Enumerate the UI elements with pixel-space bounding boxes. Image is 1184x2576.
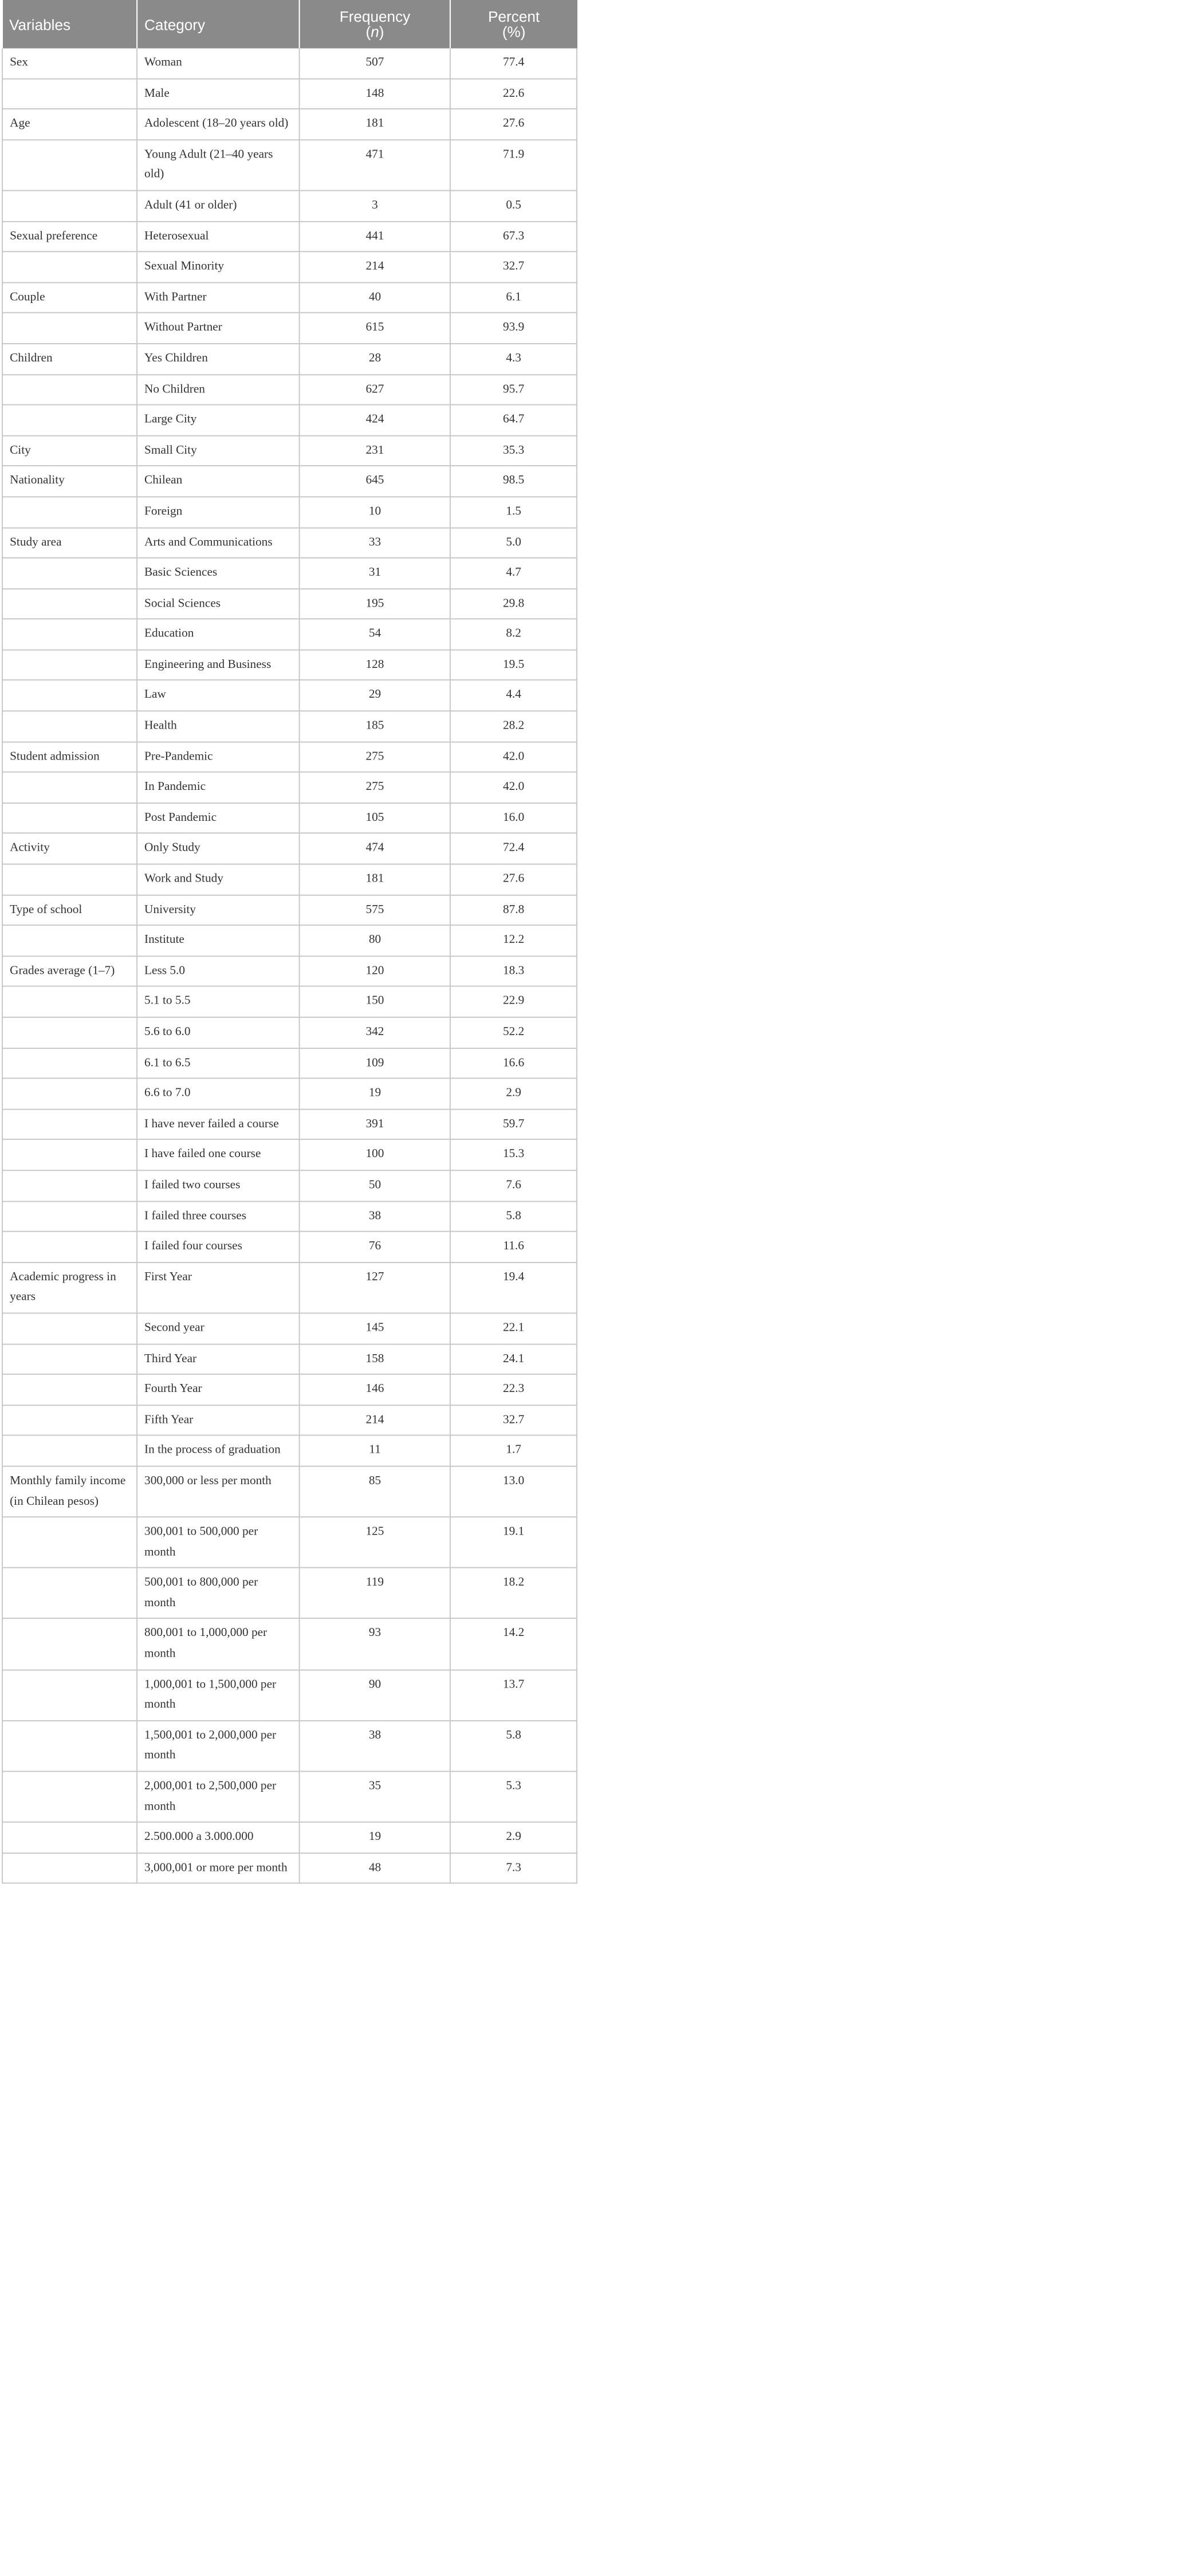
cell-category: 3,000,001 or more per month [137,1853,300,1883]
cell-variable [2,313,137,343]
cell-frequency: 11 [300,1436,451,1466]
cell-percent: 42.0 [450,742,577,772]
cell-percent: 77.4 [450,48,577,78]
cell-variable [2,864,137,895]
cell-percent: 6.1 [450,282,577,313]
cell-category: In the process of graduation [137,1436,300,1466]
cell-frequency: 214 [300,251,451,282]
table-row [2,1140,577,1170]
table-row [2,1853,577,1883]
cell-percent: 19.4 [450,1262,577,1313]
cell-category: Basic Sciences [137,558,300,588]
cell-frequency: 146 [300,1374,451,1405]
cell-frequency: 50 [300,1170,451,1201]
cell-category: 5.1 to 5.5 [137,986,300,1017]
cell-percent: 27.6 [450,109,577,139]
cell-frequency: 627 [300,374,451,404]
cell-frequency: 645 [300,466,451,497]
cell-percent: 1.5 [450,497,577,527]
cell-variable: City [2,435,137,466]
cell-variable [2,681,137,711]
table-row [2,1405,577,1436]
header-percent-unit: (%) [502,23,526,41]
cell-variable [2,251,137,282]
table-row [2,1517,577,1568]
cell-variable [2,1568,137,1619]
cell-category: 1,500,001 to 2,000,000 per month [137,1721,300,1772]
cell-variable [2,140,137,191]
table-row [2,1568,577,1619]
cell-category: 800,001 to 1,000,000 per month [137,1619,300,1670]
cell-frequency: 10 [300,497,451,527]
cell-percent: 72.4 [450,833,577,864]
cell-frequency: 185 [300,711,451,741]
cell-category: 2,000,001 to 2,500,000 per month [137,1771,300,1822]
cell-frequency: 38 [300,1201,451,1232]
table-row [2,466,577,497]
cell-variable [2,1109,137,1139]
cell-percent: 52.2 [450,1017,577,1048]
cell-category: 500,001 to 800,000 per month [137,1568,300,1619]
table-row [2,772,577,803]
cell-percent: 7.6 [450,1170,577,1201]
cell-frequency: 391 [300,1109,451,1139]
cell-frequency: 507 [300,48,451,78]
cell-variable: Student admission [2,742,137,772]
cell-variable: Sex [2,48,137,78]
cell-percent: 2.9 [450,1822,577,1853]
cell-percent: 29.8 [450,588,577,619]
table-row [2,833,577,864]
cell-category: Education [137,619,300,650]
cell-percent: 5.8 [450,1201,577,1232]
cell-frequency: 125 [300,1517,451,1568]
header-frequency-unit-symbol: n [371,23,379,41]
cell-frequency: 109 [300,1048,451,1078]
cell-category: With Partner [137,282,300,313]
cell-percent: 64.7 [450,405,577,435]
cell-percent: 4.3 [450,344,577,374]
cell-category: Yes Children [137,344,300,374]
cell-frequency: 40 [300,282,451,313]
cell-percent: 22.1 [450,1313,577,1343]
table-row [2,711,577,741]
cell-category: First Year [137,1262,300,1313]
cell-percent: 98.5 [450,466,577,497]
cell-frequency: 275 [300,772,451,803]
table-row [2,986,577,1017]
cell-frequency: 158 [300,1344,451,1374]
cell-frequency: 148 [300,78,451,109]
cell-variable [2,619,137,650]
cell-variable [2,1048,137,1078]
table-row [2,109,577,139]
cell-percent: 19.1 [450,1517,577,1568]
cell-percent: 5.0 [450,528,577,558]
table-row [2,140,577,191]
cell-category: Law [137,681,300,711]
cell-category: Male [137,78,300,109]
cell-frequency: 471 [300,140,451,191]
table-row [2,78,577,109]
table-row [2,742,577,772]
cell-variable: Grades average (1–7) [2,956,137,986]
table-row [2,1822,577,1853]
cell-percent: 59.7 [450,1109,577,1139]
cell-category: Adult (41 or older) [137,191,300,221]
cell-frequency: 424 [300,405,451,435]
cell-variable [2,588,137,619]
cell-variable [2,650,137,680]
header-frequency-unit: (n) [365,23,384,41]
cell-percent: 22.6 [450,78,577,109]
cell-variable [2,1313,137,1343]
table-body [2,48,577,1883]
cell-frequency: 575 [300,895,451,925]
header-category: Category [137,0,300,48]
cell-percent: 32.7 [450,251,577,282]
cell-category: No Children [137,374,300,404]
cell-percent: 0.5 [450,191,577,221]
table-row [2,1232,577,1262]
cell-variable [2,1344,137,1374]
cell-variable [2,1822,137,1853]
cell-category: Large City [137,405,300,435]
cell-frequency: 100 [300,1140,451,1170]
cell-percent: 13.7 [450,1670,577,1721]
cell-frequency: 231 [300,435,451,466]
cell-frequency: 3 [300,191,451,221]
cell-percent: 4.7 [450,558,577,588]
table-row [2,48,577,78]
cell-variable [2,1140,137,1170]
table-row [2,528,577,558]
cell-variable [2,1232,137,1262]
cell-variable [2,191,137,221]
cell-percent: 22.3 [450,1374,577,1405]
table-row [2,1170,577,1201]
cell-frequency: 48 [300,1853,451,1883]
cell-variable: Nationality [2,466,137,497]
cell-category: Third Year [137,1344,300,1374]
cell-variable: Academic progress in years [2,1262,137,1313]
cell-category: Chilean [137,466,300,497]
cell-frequency: 127 [300,1262,451,1313]
cell-variable [2,1201,137,1232]
cell-frequency: 90 [300,1670,451,1721]
cell-percent: 1.7 [450,1436,577,1466]
cell-frequency: 28 [300,344,451,374]
cell-variable [2,497,137,527]
cell-frequency: 105 [300,803,451,833]
table-row [2,313,577,343]
cell-frequency: 441 [300,221,451,251]
cell-frequency: 275 [300,742,451,772]
cell-frequency: 181 [300,109,451,139]
table-row [2,497,577,527]
cell-category: Young Adult (21–40 years old) [137,140,300,191]
cell-frequency: 19 [300,1079,451,1109]
cell-frequency: 145 [300,1313,451,1343]
table-header [2,0,577,48]
cell-category: 300,001 to 500,000 per month [137,1517,300,1568]
cell-variable [2,772,137,803]
table-row [2,681,577,711]
table-row [2,1374,577,1405]
cell-percent: 42.0 [450,772,577,803]
cell-variable: Activity [2,833,137,864]
cell-category: Without Partner [137,313,300,343]
cell-percent: 5.8 [450,1721,577,1772]
cell-category: Woman [137,48,300,78]
cell-percent: 2.9 [450,1079,577,1109]
cell-frequency: 342 [300,1017,451,1048]
cell-category: I have failed one course [137,1140,300,1170]
cell-category: In Pandemic [137,772,300,803]
table-row [2,1344,577,1374]
cell-variable [2,1853,137,1883]
cell-variable [2,803,137,833]
cell-variable [2,711,137,741]
header-frequency [300,0,451,48]
cell-variable [2,78,137,109]
cell-frequency: 54 [300,619,451,650]
cell-frequency: 19 [300,1822,451,1853]
cell-percent: 93.9 [450,313,577,343]
table-row [2,282,577,313]
cell-percent: 95.7 [450,374,577,404]
table-row [2,344,577,374]
cell-frequency: 93 [300,1619,451,1670]
cell-percent: 32.7 [450,1405,577,1436]
cell-category: I failed two courses [137,1170,300,1201]
cell-category: Less 5.0 [137,956,300,986]
cell-category: Adolescent (18–20 years old) [137,109,300,139]
cell-category: I have never failed a course [137,1109,300,1139]
cell-percent: 8.2 [450,619,577,650]
header-percent-label: Percent [488,8,540,26]
cell-frequency: 474 [300,833,451,864]
cell-percent: 18.3 [450,956,577,986]
cell-percent: 24.1 [450,1344,577,1374]
table-row [2,1017,577,1048]
cell-variable: Couple [2,282,137,313]
table-row [2,1201,577,1232]
cell-variable [2,1170,137,1201]
cell-frequency: 181 [300,864,451,895]
table-row [2,1109,577,1139]
cell-category: Institute [137,925,300,955]
cell-percent: 18.2 [450,1568,577,1619]
cell-variable [2,925,137,955]
cell-category: Foreign [137,497,300,527]
table-row [2,864,577,895]
cell-percent: 4.4 [450,681,577,711]
cell-variable: Study area [2,528,137,558]
cell-category: Small City [137,435,300,466]
table-row [2,650,577,680]
cell-variable: Monthly family income (in Chilean pesos) [2,1466,137,1517]
cell-variable [2,1017,137,1048]
cell-category: Pre-Pandemic [137,742,300,772]
demographics-table [2,0,577,1884]
cell-percent: 28.2 [450,711,577,741]
cell-variable [2,1619,137,1670]
cell-variable [2,374,137,404]
cell-percent: 16.6 [450,1048,577,1078]
cell-percent: 19.5 [450,650,577,680]
cell-percent: 11.6 [450,1232,577,1262]
cell-variable [2,1517,137,1568]
cell-frequency: 80 [300,925,451,955]
cell-frequency: 31 [300,558,451,588]
cell-category: I failed three courses [137,1201,300,1232]
cell-category: 6.1 to 6.5 [137,1048,300,1078]
cell-category: 1,000,001 to 1,500,000 per month [137,1670,300,1721]
table-row [2,1048,577,1078]
table-row [2,1721,577,1772]
table-container [2,0,1153,1884]
table-row [2,1079,577,1109]
table-row [2,435,577,466]
cell-category: Engineering and Business [137,650,300,680]
cell-variable [2,1374,137,1405]
table-row [2,1670,577,1721]
header-percent [450,0,577,48]
cell-category: Second year [137,1313,300,1343]
table-row [2,588,577,619]
header-frequency-label: Frequency [339,8,411,26]
cell-variable [2,1670,137,1721]
cell-percent: 12.2 [450,925,577,955]
cell-category: 5.6 to 6.0 [137,1017,300,1048]
cell-percent: 27.6 [450,864,577,895]
cell-frequency: 38 [300,1721,451,1772]
table-row [2,1436,577,1466]
cell-percent: 87.8 [450,895,577,925]
cell-category: I failed four courses [137,1232,300,1262]
cell-frequency: 119 [300,1568,451,1619]
cell-variable: Sexual preference [2,221,137,251]
table-row [2,803,577,833]
table-row [2,558,577,588]
table-row [2,1619,577,1670]
table-row [2,956,577,986]
table-row [2,925,577,955]
cell-variable: Type of school [2,895,137,925]
cell-variable [2,1405,137,1436]
table-row [2,1313,577,1343]
cell-category: Only Study [137,833,300,864]
table-row [2,619,577,650]
cell-category: University [137,895,300,925]
cell-category: 6.6 to 7.0 [137,1079,300,1109]
cell-frequency: 85 [300,1466,451,1517]
table-row [2,1466,577,1517]
cell-percent: 15.3 [450,1140,577,1170]
cell-percent: 67.3 [450,221,577,251]
cell-variable [2,1771,137,1822]
cell-frequency: 76 [300,1232,451,1262]
cell-category: Heterosexual [137,221,300,251]
cell-percent: 5.3 [450,1771,577,1822]
cell-percent: 7.3 [450,1853,577,1883]
table-row [2,251,577,282]
cell-variable [2,558,137,588]
cell-category: Social Sciences [137,588,300,619]
cell-percent: 22.9 [450,986,577,1017]
table-row [2,221,577,251]
table-row [2,374,577,404]
header-row [2,0,577,48]
cell-percent: 71.9 [450,140,577,191]
cell-variable [2,1079,137,1109]
cell-frequency: 150 [300,986,451,1017]
cell-frequency: 615 [300,313,451,343]
cell-category: Fourth Year [137,1374,300,1405]
cell-variable [2,1436,137,1466]
cell-percent: 13.0 [450,1466,577,1517]
cell-category: Work and Study [137,864,300,895]
table-row [2,895,577,925]
cell-frequency: 120 [300,956,451,986]
cell-variable: Age [2,109,137,139]
cell-category: 2.500.000 a 3.000.000 [137,1822,300,1853]
cell-percent: 14.2 [450,1619,577,1670]
cell-frequency: 195 [300,588,451,619]
cell-percent: 35.3 [450,435,577,466]
cell-variable [2,986,137,1017]
cell-category: Fifth Year [137,1405,300,1436]
cell-frequency: 128 [300,650,451,680]
cell-category: Post Pandemic [137,803,300,833]
cell-category: Arts and Communications [137,528,300,558]
cell-category: Health [137,711,300,741]
header-variables: Variables [2,0,137,48]
cell-percent: 16.0 [450,803,577,833]
cell-category: Sexual Minority [137,251,300,282]
cell-variable: Children [2,344,137,374]
cell-frequency: 214 [300,1405,451,1436]
cell-variable [2,1721,137,1772]
table-row [2,191,577,221]
table-row [2,405,577,435]
table-row [2,1262,577,1313]
cell-variable [2,405,137,435]
table-row [2,1771,577,1822]
cell-frequency: 33 [300,528,451,558]
cell-frequency: 29 [300,681,451,711]
cell-frequency: 35 [300,1771,451,1822]
cell-category: 300,000 or less per month [137,1466,300,1517]
